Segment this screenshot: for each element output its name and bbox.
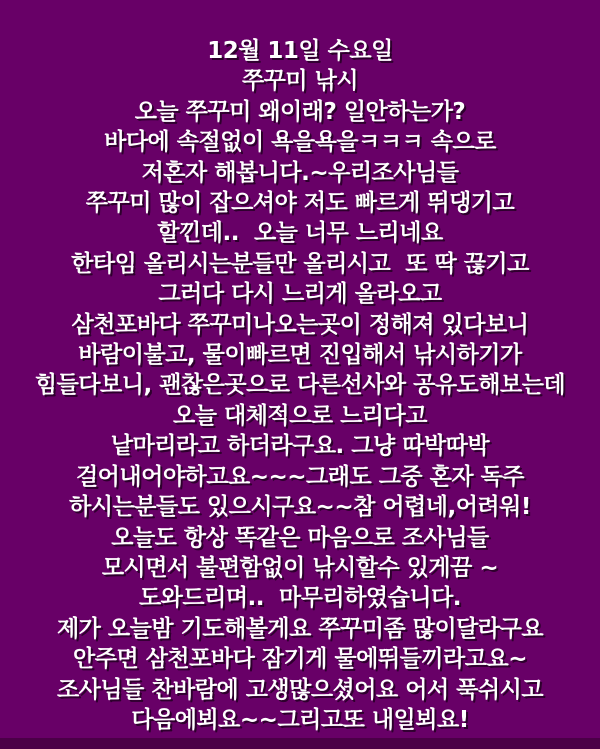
post-line: 조사님들 찬바람에 고생많으셨어요 어서 푹쉬시고 <box>56 676 544 703</box>
post-line: 하시는분들도 있으시구요~~참 어렵네,어려워! <box>69 494 531 521</box>
post-line: 삼천포바다 쭈꾸미나오는곳이 정해져 있다보니 <box>71 311 529 338</box>
post-line: 안주면 삼천포바다 잠기게 물에뛰들끼라고요~ <box>73 646 527 673</box>
post-line: 쭈꾸미 많이 잡으셔야 저도 빠르게 뛰댕기고 <box>85 190 515 217</box>
post-line: 오늘 대체적으로 느리다고 <box>173 402 427 429</box>
post-line: 힘들다보니, 괜찮은곳으로 다른선사와 공유도해보는데 <box>34 372 566 399</box>
post-line: 모시면서 불편함없이 낚시할수 있게끔 ~ <box>101 554 499 581</box>
post-line: 저혼자 해봅니다.~우리조사님들 <box>141 159 459 186</box>
post-date-line: 12월 11일 수요일 <box>207 38 393 64</box>
post-line: 할낀데.. 오늘 너무 느리네요 <box>157 220 443 247</box>
post-line: 오늘 쭈꾸미 왜이래? 일안하는가? <box>134 98 466 125</box>
post-line: 낱마리라고 하더라구요. 그냥 따박따박 <box>110 433 490 460</box>
post-line: 도와드리며.. 마무리하였습니다. <box>138 585 462 612</box>
post-body <box>0 36 600 735</box>
post-line: 그러다 다시 느리게 올라오고 <box>158 281 442 308</box>
post-subject-line: 쭈꾸미 낚시 <box>241 68 359 95</box>
post-line: 오늘도 항상 똑같은 마음으로 조사님들 <box>111 524 489 551</box>
post-line: 걸어내어야하고요~~~그래도 그중 혼자 독주 <box>75 463 525 490</box>
post-line: 바다에 속절없이 욕을욕을ㅋㅋㅋ 속으로 <box>104 129 496 156</box>
post-line: 바람이불고, 물이빠르면 진입해서 낚시하기가 <box>78 342 522 369</box>
post-line: 한타임 올리시는분들만 올리시고 또 딱 끊기고 <box>71 250 529 277</box>
post-line: 제가 오늘밤 기도해볼게요 쭈꾸미좀 많이달라구요 <box>56 615 544 642</box>
post-line: 다음에뵈요~~그리고또 내일뵈요! <box>131 706 469 733</box>
bottom-edge <box>0 738 600 749</box>
